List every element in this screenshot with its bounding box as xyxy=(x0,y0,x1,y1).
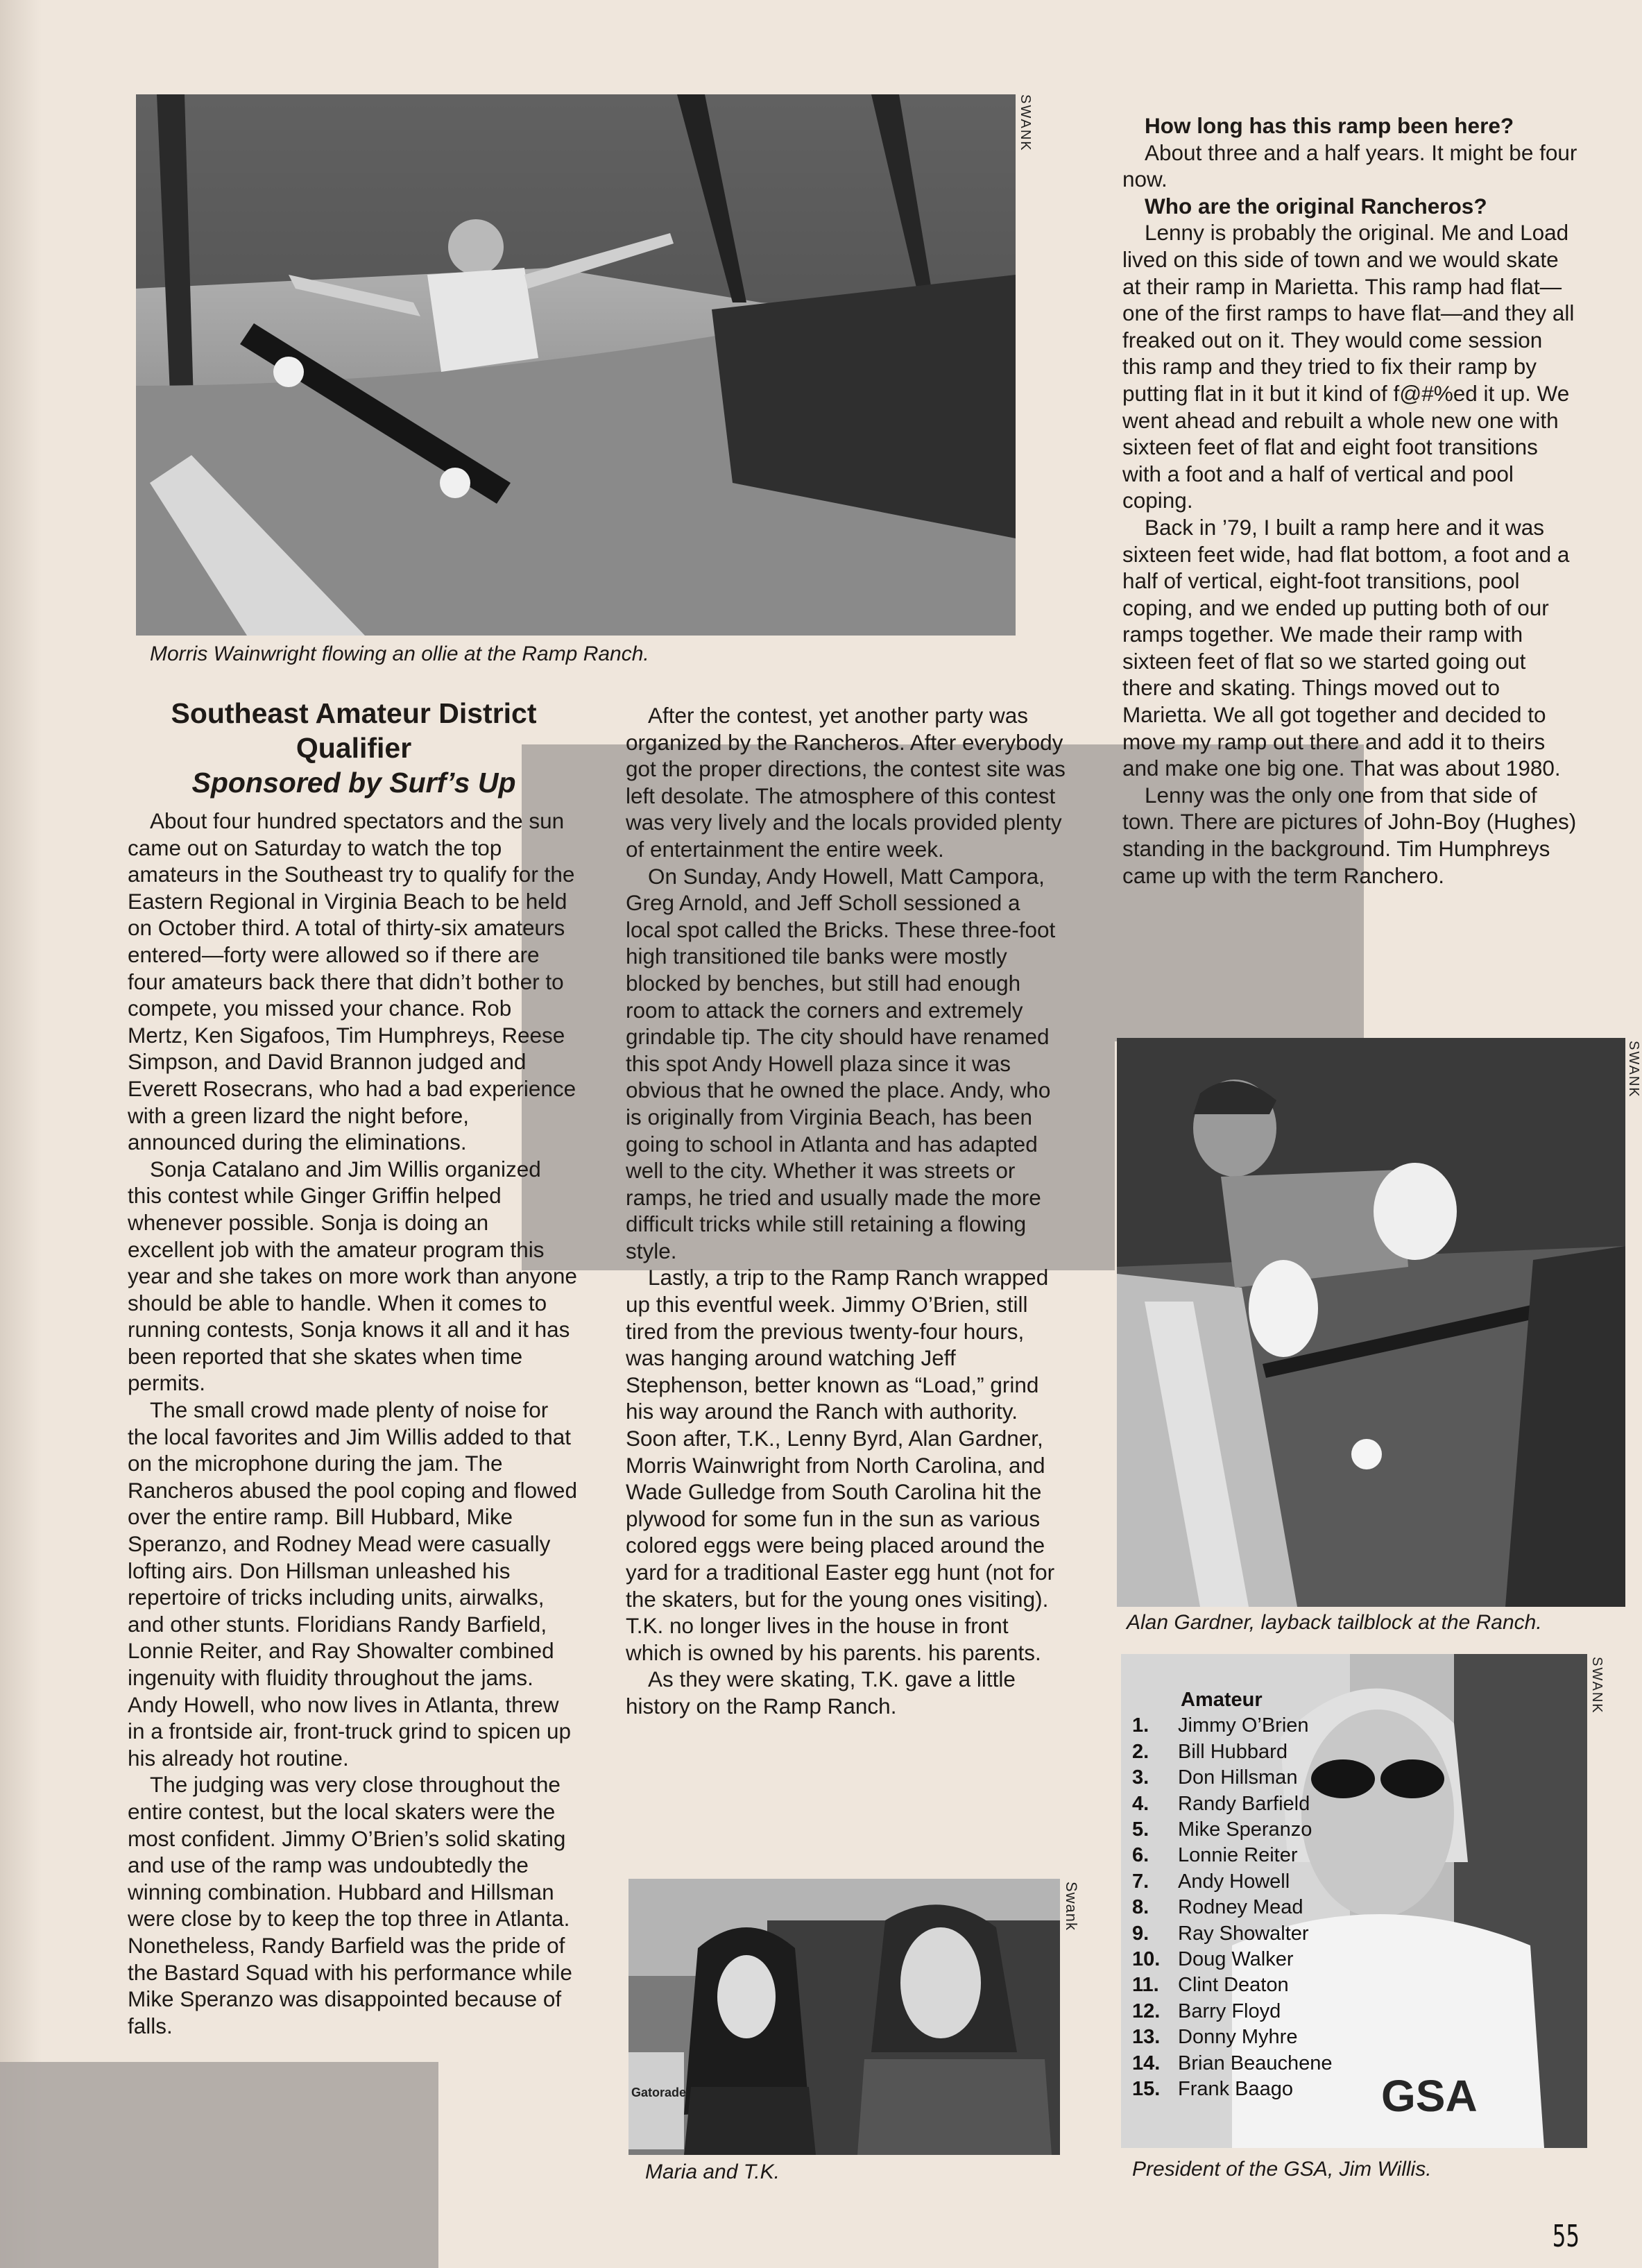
col2-paragraph: After the contest, yet another party was organized by the Rancheros. After everybody got the proper directions, the contest site was left desolate. The atmosphere of this contest was very lively and the locals provided plenty of entertainment the entire week. xyxy=(626,703,1066,862)
standings-rank: 10. xyxy=(1132,1948,1161,1971)
col1-paragraph: Sonja Catalano and Jim Willis organized this contest while Ginger Griffin helped whenever possible. Sonja is doing an excellent job with the amateur program this year and she takes on more work than anyone should be able to handle. When it comes to running contests, Sonja knows it all and it has been reported that she skates when time permits. xyxy=(128,1156,577,1396)
headline-line-2: Qualifier xyxy=(296,732,412,764)
column-3 xyxy=(1122,112,1580,889)
interview-answer: Back in ’79, I built a ramp here and it was sixteen feet wide, had flat bottom, a foot and a half of vertical, eight-foot transitions, pool coping, and we ended up putting both of our ramps together. We made their ramp with sixteen feet of flat so we started going out there and skating. Things moved out to Marietta. We all got together and decided to move my ramp out there and add it to theirs and make one big one. That was about 1980. xyxy=(1122,514,1570,781)
standings-row xyxy=(1132,1895,1437,1920)
column-2 xyxy=(626,702,1068,1720)
photo-credit-layback: SWANK xyxy=(1626,1041,1641,1098)
photo-credit-maria: Swank xyxy=(1063,1882,1080,1932)
standings-row xyxy=(1132,1843,1437,1868)
gray-tint-block-bottom xyxy=(0,2062,438,2268)
standings-row xyxy=(1132,1921,1437,1947)
standings-row xyxy=(1132,1972,1437,1998)
interview-answer: Lenny is probably the original. Me and Load lived on this side of town and we would skate at their ramp in Marietta. This ramp had flat—one of the first ramps to have flat—and they all freaked out on it. They would come session this ramp and they tried to fix their ramp by putting flat in it but it kind of f@#%ed it up. We went ahead and rebuilt a whole new one with sixteen feet of flat and eight foot transitions with a foot and a half of vertical and pool coping. xyxy=(1122,220,1575,513)
standings-row xyxy=(1132,1739,1437,1765)
photo-alan-layback xyxy=(1117,1038,1625,1607)
interview-question: Who are the original Rancheros? xyxy=(1145,193,1487,219)
headline-sponsor: Sponsored by Surf’s Up xyxy=(191,767,516,799)
standings-title: Amateur xyxy=(1181,1689,1263,1711)
photo-morris-ollie xyxy=(136,94,1016,636)
photo-credit-president: SWANK xyxy=(1589,1657,1605,1714)
standings-rank: 1. xyxy=(1132,1714,1149,1737)
standings-name: Andy Howell xyxy=(1178,1870,1290,1893)
col2-paragraph: As they were skating, T.K. gave a little history on the Ramp Ranch. xyxy=(626,1666,1016,1719)
gsa-shirt-text: GSA xyxy=(1381,2071,1478,2121)
standings-name: Lonnie Reiter xyxy=(1178,1844,1298,1867)
standings-name: Ray Showalter xyxy=(1178,1922,1309,1945)
col1-paragraph: The small crowd made plenty of noise for the local favorites and Jim Willis added to that on the microphone during the jam. The Rancheros abused the pool coping and flowed over the entire ramp. Bill Hubbard, Mike Speranzo, and Rodney Mead were casually lofting airs. Don Hillsman unleashed his repertoire of tricks including units, airwalks, and other stunts. Floridians Randy Barfield, Lonnie Reiter, and Ray Showalter combined ingenuity with fluidity throughout the jams. Andy Howell, who now lives in Atlanta, threw in a frontside air, front-truck grind to spicen up his already hot routine. xyxy=(128,1397,577,1771)
photo-maria-tk xyxy=(628,1879,1060,2155)
standings-name: Brian Beauchene xyxy=(1178,2052,1333,2074)
caption-maria-photo: Maria and T.K. xyxy=(645,2160,780,2183)
interview-question: How long has this ramp been here? xyxy=(1145,113,1514,138)
standings-row xyxy=(1132,1817,1437,1843)
headline-line-1: Southeast Amateur District xyxy=(171,697,537,729)
standings-rank: 8. xyxy=(1132,1896,1149,1919)
standings-name: Donny Myhre xyxy=(1178,2026,1298,2049)
page-gutter-shade xyxy=(0,0,42,2268)
photo-credit-top: SWANK xyxy=(1018,94,1033,152)
col2-paragraph: On Sunday, Andy Howell, Matt Campora, Greg Arnold, and Jeff Scholl sessioned a local spot called the Bricks. These three-foot high transitioned tile banks were mostly blocked by benches, but still had enough room to attack the corners and extremely grindable tip. The city should have renamed this spot Andy Howell plaza since it was obvious that he owned the place. Andy, who is originally from Virginia Beach, has been going to school in Atlanta and has adapted well to the city. Whether it was streets or ramps, he tried and usually made the more difficult tricks while still retaining a flowing style. xyxy=(626,863,1056,1263)
article-headline xyxy=(125,696,583,800)
amateur-standings xyxy=(1132,1687,1437,2103)
standings-row xyxy=(1132,1869,1437,1895)
standings-rank: 5. xyxy=(1132,1818,1149,1841)
col1-paragraph: The judging was very close throughout the entire contest, but the local skaters were the most confident. Jimmy O’Brien’s solid skating and use of the ramp was undoubtedly the winning combination. Hubbard and Hillsman were close by to keep the top three in Atlanta. Nonetheless, Randy Barfield was the pride of the Bastard Squad with his performance while Mike Speranzo was disappointed because of falls. xyxy=(128,1772,572,2038)
col2-paragraph: Lastly, a trip to the Ramp Ranch wrapped up this eventful week. Jimmy O’Brien, still tired from the previous twenty-four hours, was hanging around watching Jeff Stephenson, better known as “Load,” grind his way around the Ranch with authority. Soon after, T.K., Lenny Byrd, Alan Gardner, Morris Wainwright from North Carolina, and Wade Gulledge from South Carolina hit the plywood for some fun in the sun as various colored eggs were being placed around the yard for a traditional Easter egg hunt (not for the skaters, but for the young ones visiting). T.K. no longer lives in the house in front which is owned by his parents. his parents. xyxy=(626,1265,1055,1665)
standings-row xyxy=(1132,1947,1437,1972)
standings-name: Randy Barfield xyxy=(1178,1792,1310,1815)
standings-row xyxy=(1132,2077,1437,2102)
standings-rank: 14. xyxy=(1132,2052,1161,2074)
standings-name: Jimmy O’Brien xyxy=(1178,1714,1309,1737)
standings-name: Clint Deaton xyxy=(1178,1974,1289,1997)
standings-rank: 13. xyxy=(1132,2026,1161,2049)
standings-rank: 2. xyxy=(1132,1740,1149,1763)
standings-row xyxy=(1132,1713,1437,1739)
standings-row xyxy=(1132,2051,1437,2077)
column-1 xyxy=(128,808,577,2039)
standings-rank: 4. xyxy=(1132,1792,1149,1815)
caption-top-photo: Morris Wainwright flowing an ollie at the Ramp Ranch. xyxy=(150,642,649,665)
standings-rank: 7. xyxy=(1132,1870,1149,1893)
page-number: 55 xyxy=(1552,2219,1580,2254)
standings-name: Bill Hubbard xyxy=(1178,1740,1288,1763)
standings-rank: 3. xyxy=(1132,1766,1149,1789)
standings-row xyxy=(1132,1999,1437,2024)
standings-name: Rodney Mead xyxy=(1178,1896,1303,1919)
standings-rank: 9. xyxy=(1132,1922,1149,1945)
col1-paragraph: About four hundred spectators and the sun came out on Saturday to watch the top amateurs in the Southeast try to qualify for the Eastern Regional in Virginia Beach to be held on October third. A total of thirty-six amateurs entered—forty were allowed so if there are four amateurs back there that didn’t bother to compete, you missed your chance. Rob Mertz, Ken Sigafoos, Tim Humphreys, Reese Simpson, and David Brannon judged and Everett Rosecrans, who had a bad experience with a green lizard the night before, announced during the eliminations. xyxy=(128,808,576,1155)
standings-name: Frank Baago xyxy=(1178,2078,1294,2101)
standings-name: Barry Floyd xyxy=(1178,2000,1281,2022)
interview-answer: About three and a half years. It might be four now. xyxy=(1122,139,1577,192)
standings-row xyxy=(1132,2024,1437,2050)
standings-name: Don Hillsman xyxy=(1178,1766,1298,1789)
standings-name: Doug Walker xyxy=(1178,1948,1294,1971)
standings-row xyxy=(1132,1765,1437,1791)
caption-layback-photo: Alan Gardner, layback tailblock at the Ranch. xyxy=(1127,1611,1542,1634)
standings-rank: 11. xyxy=(1132,1974,1159,1997)
standings-rank: 6. xyxy=(1132,1844,1149,1867)
standings-rank: 12. xyxy=(1132,2000,1161,2022)
gatorade-bottle-label: Gatorade xyxy=(631,2086,687,2099)
standings-row xyxy=(1132,1791,1437,1817)
caption-president-photo: President of the GSA, Jim Willis. xyxy=(1132,2158,1432,2181)
standings-rank: 15. xyxy=(1132,2078,1161,2101)
interview-answer: Lenny was the only one from that side of town. There are pictures of John-Boy (Hughes) standing in the background. Tim Humphreys came up with the term Ranchero. xyxy=(1122,782,1577,888)
standings-name: Mike Speranzo xyxy=(1178,1818,1312,1841)
